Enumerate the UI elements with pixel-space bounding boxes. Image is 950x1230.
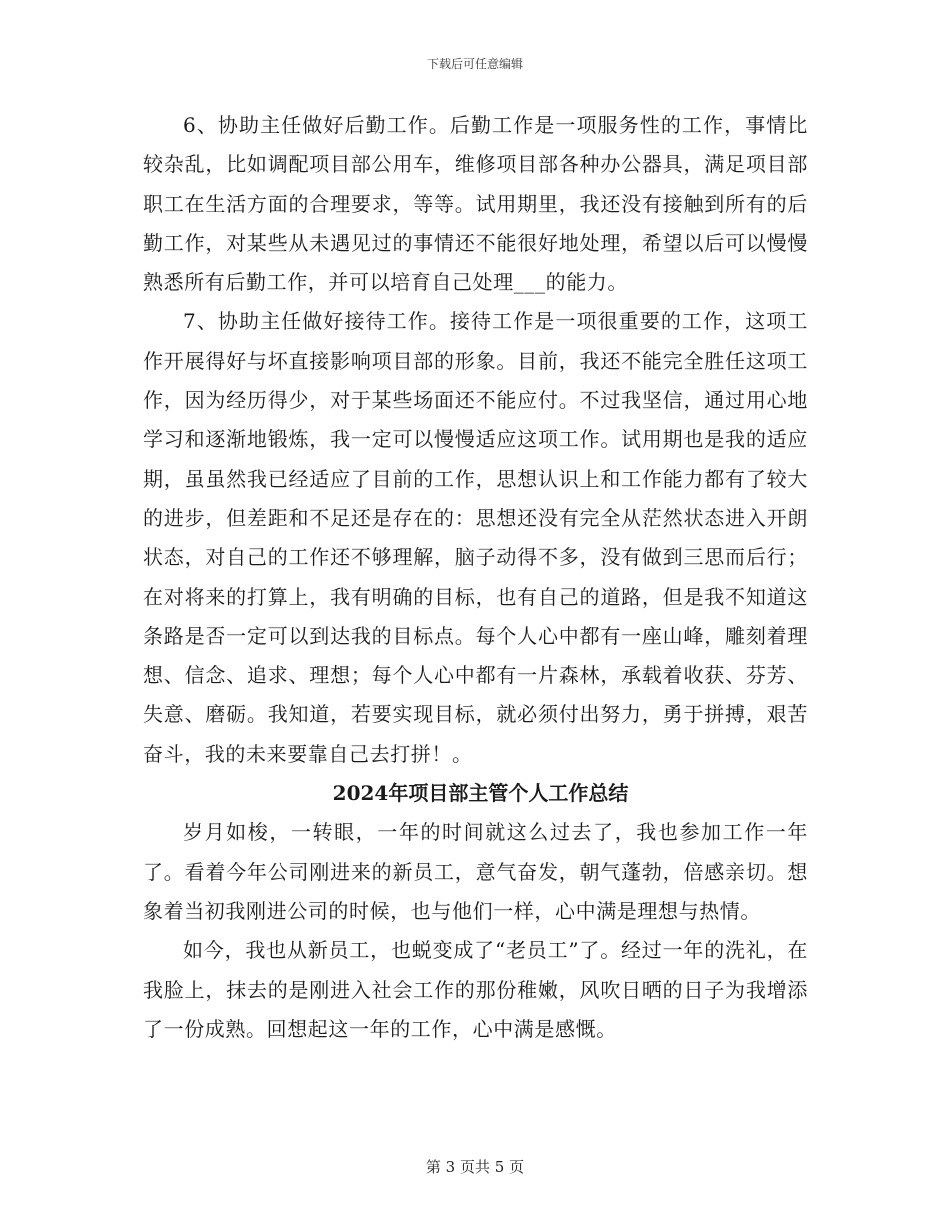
document-body bbox=[143, 106, 808, 1049]
paragraph-year-review-reflection: 如今，我也从新员工，也蜕变成了“老员工”了。经过一年的洗礼，在我脸上，抹去的是刚进入社会工作的那份稚嫩，风吹日晒的日子为我增添了一份成熟。回想起这一年的工作，心中满是感慨。 bbox=[143, 938, 808, 1041]
paragraph-year-review-intro: 岁月如梭，一转眼，一年的时间就这么过去了，我也参加工作一年了。看着今年公司刚进来的新员工，意气奋发，朝气蓬勃，倍感亲切。想象着当初我刚进公司的时候，也与他们一样，心中满是理想与热情。 bbox=[143, 820, 808, 923]
page-header: 下载后可任意编辑 bbox=[426, 57, 523, 71]
section-title: 2024年项目部主管个人工作总结 bbox=[332, 781, 629, 806]
paragraph-logistics-work: 6、协助主任做好后勤工作。后勤工作是一项服务性的工作，事情比较杂乱，比如调配项目部公用车，维修项目部各种办公器具，满足项目部职工在生活方面的合理要求，等等。试用期里，我还没有接触到所有的后勤工作，对某些从未遇见过的事情还不能很好地处理，希望以后可以慢慢熟悉所有后勤工作，并可以培育自己处理___的能力。 bbox=[143, 113, 808, 295]
paragraph-reception-work: 7、协助主任做好接待工作。接待工作是一项很重要的工作，这项工作开展得好与坏直接影响项目部的形象。目前，我还不能完全胜任这项工作，因为经历得少，对于某些场面还不能应付。不过我坚信，通过用心地学习和逐渐地锻炼，我一定可以慢慢适应这项工作。试用期也是我的适应期，虽虽然我已经适应了目前的工作，思想认识上和工作能力都有了较大的进步，但差距和不足还是存在的：思想还没有完全从茫然状态进入开朗状态，对自己的工作还不够理解，脑子动得不多，没有做到三思而后行；在对将来的打算上，我有明确的目标，也有自己的道路，但是我不知道这条路是否一定可以到达我的目标点。每个人心中都有一座山峰，雕刻着理想、信念、追求、理想；每个人心中都有一片森林，承载着收获、芬芳、失意、磨砺。我知道，若要实现目标，就必须付出努力，勇于拼搏，艰苦奋斗，我的未来要靠自己去打拼！。 bbox=[143, 309, 808, 766]
page-footer: 第 3 页共 5 页 bbox=[425, 1158, 525, 1176]
